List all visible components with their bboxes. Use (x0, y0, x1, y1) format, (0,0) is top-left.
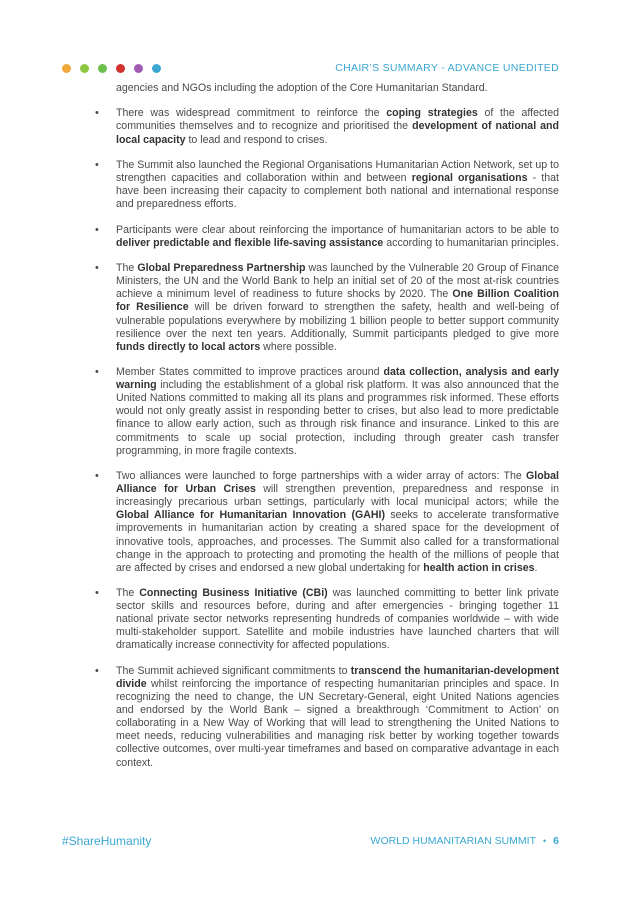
text-run: The Summit achieved significant commitments to (116, 664, 351, 677)
text-run: seeks to accelerate transformative improvements in humanitarian action by creating a shared space for the development of innovative tools, approaches, and processes. The Summit also called for a transformational change in the approach to protecting and promoting the health of the millions of people that are affected by crises and endorsed a new global undertaking for (116, 509, 559, 574)
text-run: including the establishment of a global risk platform. It was also announced that the United Nations committed to making all its plans and programmes risk informed. These efforts would not only greatly assist in responding better to crises, but also lead to more predictable finance to allow early action, such as through risk finance and insurance. Linked to this are commitments to scale up social protection, including through greater cash transfer programming, in more fragile contexts. (116, 379, 559, 457)
header-dot (98, 64, 107, 73)
bullet-item (94, 224, 559, 250)
bold-phrase: development of national and local capacity (116, 120, 560, 146)
intro-continuation: agencies and NGOs including the adoption of the Core Humanitarian Standard. (116, 82, 488, 94)
text-run: The (116, 262, 138, 275)
bullet-item (94, 587, 559, 652)
bold-phrase: Connecting Business Initiative (CBi) (139, 587, 328, 600)
text-run: . (534, 561, 538, 574)
text-run: according to humanitarian principles. (383, 236, 559, 249)
bullet-item (94, 665, 559, 770)
header-dots (62, 64, 161, 73)
bold-phrase: health action in crises (423, 561, 535, 574)
bold-phrase: coping strategies (386, 107, 478, 120)
text-run: was launched committing to better link private sector skills and resources before, during and after emergencies - bringing together 11 national private sector networks representing hundreds of companies worldwide – with wide multi-stakeholder support. Satellite and mobile industries have launched charters that will dramatically increase connectivity for affected populations. (116, 587, 559, 652)
text-run: was launched by the Vulnerable 20 Group of Finance Ministers, the UN and the World Bank to help an initial set of 20 of the most at-risk countries achieve a minimum level of readiness to future shocks by 2020. The (116, 262, 559, 301)
footer-event-name: WORLD HUMANITARIAN SUMMIT (370, 835, 536, 847)
header-dot (62, 64, 71, 73)
header-dot (116, 64, 125, 73)
text-run: of the affected communities themselves and to recognize and prioritised the (116, 107, 559, 133)
bullet-item (94, 159, 559, 211)
bold-phrase: Global Preparedness Partnership (137, 262, 306, 275)
bold-phrase: Global Alliance for Urban Crises (116, 470, 559, 496)
footer-separator: • (543, 836, 547, 846)
bold-phrase: data collection, analysis and early warning (116, 366, 559, 392)
bullet-item (94, 107, 559, 146)
bold-phrase: funds directly to local actors (116, 340, 261, 353)
text-run: The Summit also launched the Regional Organisations Humanitarian Action Network, set up to strengthen capacities and collaboration within and between (116, 158, 559, 185)
footer-hashtag: #ShareHumanity (62, 834, 152, 848)
bullet-item (94, 470, 559, 575)
header-dot (152, 64, 161, 73)
bullet-dot: • (95, 366, 99, 379)
page-body (94, 82, 559, 770)
bold-phrase: Global Alliance for Humanitarian Innovation (GAHI) (116, 509, 385, 522)
bullet-item (94, 366, 559, 458)
text-run: where possible. (260, 340, 337, 353)
header-dot (80, 64, 89, 73)
bullet-dot: • (95, 223, 99, 236)
bold-phrase: regional organisations (411, 172, 528, 185)
bullet-dot: • (95, 107, 99, 120)
text-run: whilst reinforcing the importance of respecting humanitarian principles and space. In recognizing the need to change, the UN Secretary-General, eight United Nations agencies and endorsed by the World Bank – signed a breakthrough ‘Commitment to Action’ on collaborating in a New Way of Working that will lead to strengthening the United Nations to meet needs, reducing vulnerabilities and managing risk better by working together towards collective outcomes, over multi-year timeframes and based on comparative advantage in each context. (116, 677, 559, 769)
bullet-item (94, 262, 559, 354)
text-run: Participants were clear about reinforcing the importance of humanitarian actors to be able to (116, 223, 559, 236)
bold-phrase: deliver predictable and flexible life-saving assistance (116, 236, 384, 249)
text-run: The (116, 587, 140, 600)
page-number: 6 (553, 835, 559, 847)
bold-phrase: transcend the humanitarian-development divide (116, 664, 559, 690)
bold-phrase: One Billion Coalition for Resilience (116, 288, 560, 314)
text-run: will strengthen prevention, preparedness and response in increasingly precarious urban settings, particularly with local municipal actors; while the (116, 483, 560, 509)
header-title: CHAIR’S SUMMARY - ADVANCE UNEDITED (335, 62, 559, 74)
header-dot (134, 64, 143, 73)
text-run: There was widespread commitment to reinforce the (116, 107, 387, 120)
bullet-dot: • (95, 664, 99, 677)
footer-event (371, 835, 559, 847)
text-run: - that have been increasing their capacity to complement both national and international response and preparedness efforts. (116, 172, 559, 211)
bullet-dot: • (95, 158, 99, 171)
text-run: Member States committed to improve practices around (116, 366, 384, 379)
text-run: will be driven forward to strengthen the safety, health and well-being of vulnerable populations everywhere by mobilizing 1 billion people to better support community resilience over the next ten years. Additionally, Summit participants pledged to give more (116, 301, 559, 340)
bullet-dot: • (95, 470, 99, 483)
bullet-list (94, 107, 559, 769)
text-run: to lead and respond to crises. (185, 133, 328, 146)
bullet-dot: • (95, 262, 99, 275)
text-run: Two alliances were launched to forge partnerships with a wider array of actors: The (116, 470, 527, 483)
bullet-dot: • (95, 587, 99, 600)
